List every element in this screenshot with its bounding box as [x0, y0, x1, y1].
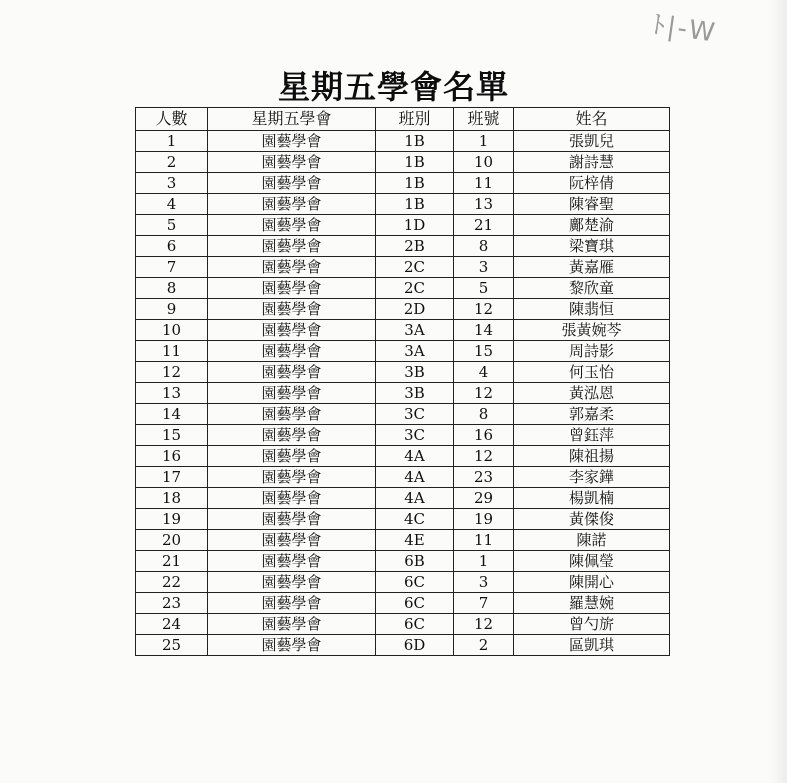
table-row — [136, 635, 670, 656]
table-row — [136, 173, 670, 194]
cell-name: 陳開心 — [514, 572, 670, 593]
cell-class: 4A — [376, 488, 454, 509]
cell-name: 楊凱楠 — [514, 488, 670, 509]
cell-club: 園藝學會 — [208, 593, 376, 614]
cell-name: 曾勺旂 — [514, 614, 670, 635]
table-row — [136, 425, 670, 446]
cell-class: 6C — [376, 614, 454, 635]
table-row — [136, 593, 670, 614]
cell-class-number: 19 — [454, 509, 514, 530]
cell-class: 6B — [376, 551, 454, 572]
cell-count: 19 — [136, 509, 208, 530]
cell-class: 3A — [376, 320, 454, 341]
cell-name: 謝詩慧 — [514, 152, 670, 173]
cell-class-number: 16 — [454, 425, 514, 446]
cell-club: 園藝學會 — [208, 131, 376, 152]
cell-name: 郭嘉柔 — [514, 404, 670, 425]
header-row — [136, 108, 670, 131]
cell-class: 2B — [376, 236, 454, 257]
roster-body — [136, 131, 670, 656]
table-row — [136, 614, 670, 635]
cell-class-number: 21 — [454, 215, 514, 236]
cell-class: 1B — [376, 152, 454, 173]
cell-count: 20 — [136, 530, 208, 551]
table-row — [136, 257, 670, 278]
cell-class: 4C — [376, 509, 454, 530]
cell-class: 3B — [376, 383, 454, 404]
cell-class-number: 10 — [454, 152, 514, 173]
cell-club: 園藝學會 — [208, 173, 376, 194]
header-class-number: 班號 — [454, 108, 514, 131]
cell-club: 園藝學會 — [208, 299, 376, 320]
cell-club: 園藝學會 — [208, 341, 376, 362]
cell-count: 7 — [136, 257, 208, 278]
cell-name: 李家鏵 — [514, 467, 670, 488]
table-row — [136, 362, 670, 383]
cell-name: 黃泓恩 — [514, 383, 670, 404]
cell-class: 1B — [376, 194, 454, 215]
cell-class-number: 8 — [454, 404, 514, 425]
cell-count: 13 — [136, 383, 208, 404]
cell-count: 11 — [136, 341, 208, 362]
cell-class: 2D — [376, 299, 454, 320]
cell-count: 18 — [136, 488, 208, 509]
cell-class-number: 5 — [454, 278, 514, 299]
table-row — [136, 215, 670, 236]
cell-class-number: 15 — [454, 341, 514, 362]
cell-name: 陳諾 — [514, 530, 670, 551]
cell-name: 阮梓倩 — [514, 173, 670, 194]
cell-class-number: 23 — [454, 467, 514, 488]
cell-class: 4A — [376, 467, 454, 488]
cell-class-number: 11 — [454, 530, 514, 551]
header-class: 班別 — [376, 108, 454, 131]
cell-class-number: 3 — [454, 572, 514, 593]
cell-club: 園藝學會 — [208, 446, 376, 467]
cell-class-number: 2 — [454, 635, 514, 656]
cell-count: 16 — [136, 446, 208, 467]
cell-class-number: 1 — [454, 551, 514, 572]
cell-club: 園藝學會 — [208, 572, 376, 593]
cell-class-number: 1 — [454, 131, 514, 152]
cell-class: 1B — [376, 131, 454, 152]
cell-count: 12 — [136, 362, 208, 383]
cell-name: 何玉怡 — [514, 362, 670, 383]
cell-class: 3A — [376, 341, 454, 362]
cell-name: 曾鈺萍 — [514, 425, 670, 446]
cell-count: 2 — [136, 152, 208, 173]
table-row — [136, 299, 670, 320]
cell-count: 5 — [136, 215, 208, 236]
cell-class-number: 14 — [454, 320, 514, 341]
table-row — [136, 509, 670, 530]
table-row — [136, 278, 670, 299]
cell-class: 6D — [376, 635, 454, 656]
cell-class: 6C — [376, 593, 454, 614]
cell-class-number: 11 — [454, 173, 514, 194]
table-row — [136, 467, 670, 488]
cell-count: 23 — [136, 593, 208, 614]
cell-class-number: 4 — [454, 362, 514, 383]
cell-club: 園藝學會 — [208, 530, 376, 551]
cell-class: 6C — [376, 572, 454, 593]
cell-club: 園藝學會 — [208, 152, 376, 173]
cell-name: 鄺楚渝 — [514, 215, 670, 236]
cell-class-number: 12 — [454, 383, 514, 404]
header-name: 姓名 — [514, 108, 670, 131]
cell-club: 園藝學會 — [208, 509, 376, 530]
cell-count: 21 — [136, 551, 208, 572]
handwritten-annotation: ﾄ|-W — [649, 9, 719, 49]
page-title: 星期五學會名單 — [277, 68, 509, 106]
table-row — [136, 404, 670, 425]
table-row — [136, 152, 670, 173]
table-row — [136, 383, 670, 404]
table-row — [136, 194, 670, 215]
table-row — [136, 446, 670, 467]
cell-count: 10 — [136, 320, 208, 341]
cell-club: 園藝學會 — [208, 635, 376, 656]
cell-club: 園藝學會 — [208, 404, 376, 425]
cell-count: 4 — [136, 194, 208, 215]
cell-name: 羅慧婉 — [514, 593, 670, 614]
cell-name: 張黃婉芩 — [514, 320, 670, 341]
cell-club: 園藝學會 — [208, 551, 376, 572]
cell-club: 園藝學會 — [208, 194, 376, 215]
cell-count: 1 — [136, 131, 208, 152]
cell-club: 園藝學會 — [208, 488, 376, 509]
cell-count: 9 — [136, 299, 208, 320]
scan-edge-shadow — [769, 0, 787, 783]
table-row — [136, 236, 670, 257]
table-row — [136, 131, 670, 152]
cell-name: 黃傑俊 — [514, 509, 670, 530]
header-count: 人數 — [136, 108, 208, 131]
cell-club: 園藝學會 — [208, 362, 376, 383]
cell-class: 4A — [376, 446, 454, 467]
cell-club: 園藝學會 — [208, 467, 376, 488]
cell-club: 園藝學會 — [208, 257, 376, 278]
table-row — [136, 341, 670, 362]
cell-class-number: 12 — [454, 299, 514, 320]
cell-name: 區凱琪 — [514, 635, 670, 656]
cell-club: 園藝學會 — [208, 278, 376, 299]
table-row — [136, 320, 670, 341]
cell-club: 園藝學會 — [208, 320, 376, 341]
cell-name: 張凱兒 — [514, 131, 670, 152]
cell-class-number: 3 — [454, 257, 514, 278]
cell-club: 園藝學會 — [208, 614, 376, 635]
cell-count: 24 — [136, 614, 208, 635]
cell-class-number: 8 — [454, 236, 514, 257]
member-roster-table — [135, 107, 670, 656]
cell-name: 黃嘉雁 — [514, 257, 670, 278]
cell-class: 3C — [376, 404, 454, 425]
cell-count: 8 — [136, 278, 208, 299]
cell-club: 園藝學會 — [208, 425, 376, 446]
cell-class: 2C — [376, 257, 454, 278]
cell-class: 1D — [376, 215, 454, 236]
cell-class-number: 7 — [454, 593, 514, 614]
cell-class: 1B — [376, 173, 454, 194]
cell-class-number: 29 — [454, 488, 514, 509]
cell-name: 陳翡恒 — [514, 299, 670, 320]
table-row — [136, 572, 670, 593]
table-row — [136, 530, 670, 551]
table-row — [136, 551, 670, 572]
cell-class-number: 13 — [454, 194, 514, 215]
cell-class-number: 12 — [454, 446, 514, 467]
cell-name: 黎欣童 — [514, 278, 670, 299]
cell-class-number: 12 — [454, 614, 514, 635]
cell-club: 園藝學會 — [208, 215, 376, 236]
cell-name: 梁寶琪 — [514, 236, 670, 257]
cell-name: 陳佩瑩 — [514, 551, 670, 572]
cell-name: 陳睿聖 — [514, 194, 670, 215]
cell-class: 4E — [376, 530, 454, 551]
table-row — [136, 488, 670, 509]
cell-name: 周詩影 — [514, 341, 670, 362]
cell-class: 3B — [376, 362, 454, 383]
cell-count: 17 — [136, 467, 208, 488]
header-club: 星期五學會 — [208, 108, 376, 131]
cell-count: 3 — [136, 173, 208, 194]
cell-name: 陳祖揚 — [514, 446, 670, 467]
cell-class: 2C — [376, 278, 454, 299]
cell-class: 3C — [376, 425, 454, 446]
cell-club: 園藝學會 — [208, 236, 376, 257]
cell-count: 15 — [136, 425, 208, 446]
cell-count: 14 — [136, 404, 208, 425]
cell-count: 6 — [136, 236, 208, 257]
cell-club: 園藝學會 — [208, 383, 376, 404]
cell-count: 22 — [136, 572, 208, 593]
cell-count: 25 — [136, 635, 208, 656]
